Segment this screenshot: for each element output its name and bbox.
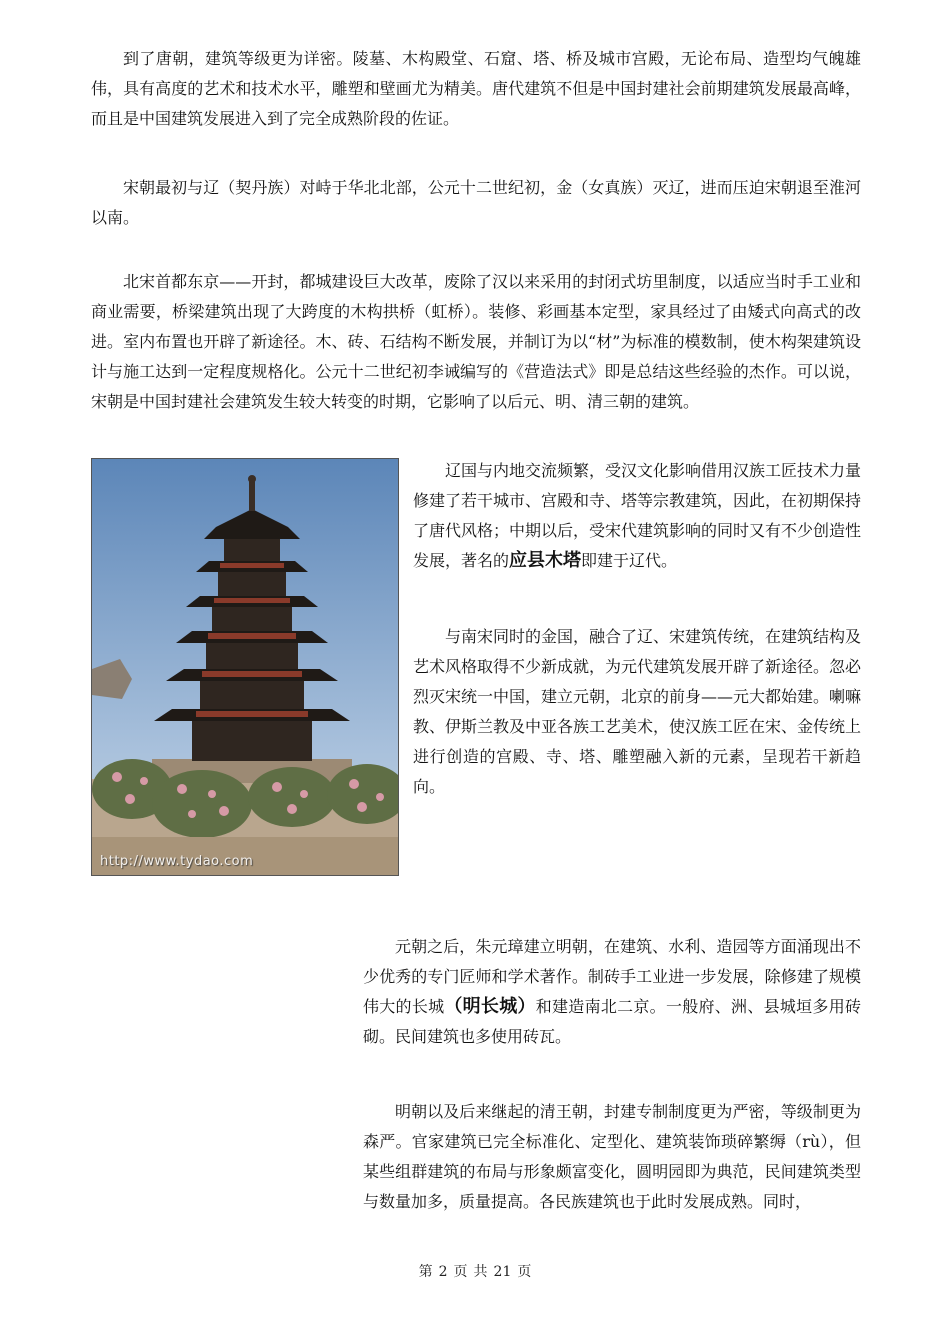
footer-mid1: 页 [453, 1264, 468, 1280]
paragraph-ming [363, 932, 861, 1052]
footer-suffix: 页 [517, 1264, 532, 1280]
paragraph-ming-text-end: 和建造南北二京。一般府、洲、县城垣多用砖砌。民间建筑也多使用砖瓦。 [363, 997, 861, 1046]
paragraph-tang: 到了唐朝，建筑等级更为详密。陵墓、木构殿堂、石窟、塔、桥及城市宫殿，无论布局、造型均气魄雄伟，具有高度的艺术和技术水平，雕塑和壁画尤为精美。唐代建筑不但是中国封建社会前期建筑发展最高峰，而且是中国建筑发展进入到了完全成熟阶段的佐证。 [91, 49, 861, 128]
paragraph-ming-qing: 明朝以及后来继起的清王朝，封建专制制度更为严密，等级制更为森严。官家建筑已完全标准化、定型化、建筑装饰琐碎繁缛（rù），但某些组群建筑的布局与形象颇富变化，圆明园即为典范，民间建筑类型与数量加多，质量提高。各民族建筑也于此时发展成熟。同时， [363, 1102, 861, 1211]
paragraph-jin-yuan: 与南宋同时的金国，融合了辽、宋建筑传统，在建筑结构及艺术风格取得不少新成就，为元代建筑发展开辟了新途径。忽必烈灭宋统一中国，建立元朝，北京的前身——元大都始建。喇嘛教、伊斯兰教及中亚各族工艺美术，使汉族工匠在宋、金传统上进行创造的宫殿、寺、塔、雕塑融入新的元素，呈现若干新趋向。 [413, 627, 862, 796]
footer-page-number: 2 [438, 1264, 448, 1280]
paragraph-liao [413, 456, 861, 576]
yingxian-pagoda-link: 应县木塔 [509, 550, 582, 571]
footer-total-pages: 21 [493, 1264, 512, 1280]
ming-great-wall-link: （明长城） [444, 996, 536, 1017]
footer-prefix: 第 [418, 1264, 433, 1280]
paragraph-liao-text: 辽国与内地交流频繁，受汉文化影响借用汉族工匠技术力量修建了若干城市、宫殿和寺、塔等宗教建筑，因此，在初期保持了唐代风格；中期以后，受宋代建筑影响的同时又有不少创造性发展，著名的 [413, 461, 862, 570]
footer-mid2: 共 [473, 1264, 488, 1280]
paragraph-ming-text: 元朝之后，朱元璋建立明朝，在建筑、水利、造园等方面涌现出不少优秀的专门匠师和学术著作。制砖手工业进一步发展，除修建了规模伟大的长城 [363, 937, 861, 1016]
paragraph-northern-song: 北宋首都东京——开封，都城建设巨大改革，废除了汉以来采用的封闭式坊里制度，以适应当时手工业和商业需要，桥梁建筑出现了大跨度的木构拱桥（虹桥）。装修、彩画基本定型，家具经过了由矮式向高式的改进。室内布置也开辟了新途径。木、砖、石结构不断发展，并制订为以“材”为标准的模数制，使木构架建筑设计与施工达到一定程度规格化。公元十二世纪初李诫编写的《营造法式》即是总结这些经验的杰作。可以说，宋朝是中国封建社会建筑发生较大转变的时期，它影响了以后元、明、清三朝的建筑。 [91, 272, 861, 411]
pagoda-illustration [92, 459, 399, 876]
photo-watermark: http://www.tydao.com [100, 854, 254, 869]
paragraph-liao-text-end: 即建于辽代。 [581, 551, 678, 570]
yingxian-pagoda-photo [91, 458, 399, 876]
page-footer [0, 1261, 950, 1281]
paragraph-song-liao: 宋朝最初与辽（契丹族）对峙于华北北部，公元十二世纪初，金（女真族）灭辽，进而压迫宋朝退至淮河以南。 [91, 178, 861, 227]
